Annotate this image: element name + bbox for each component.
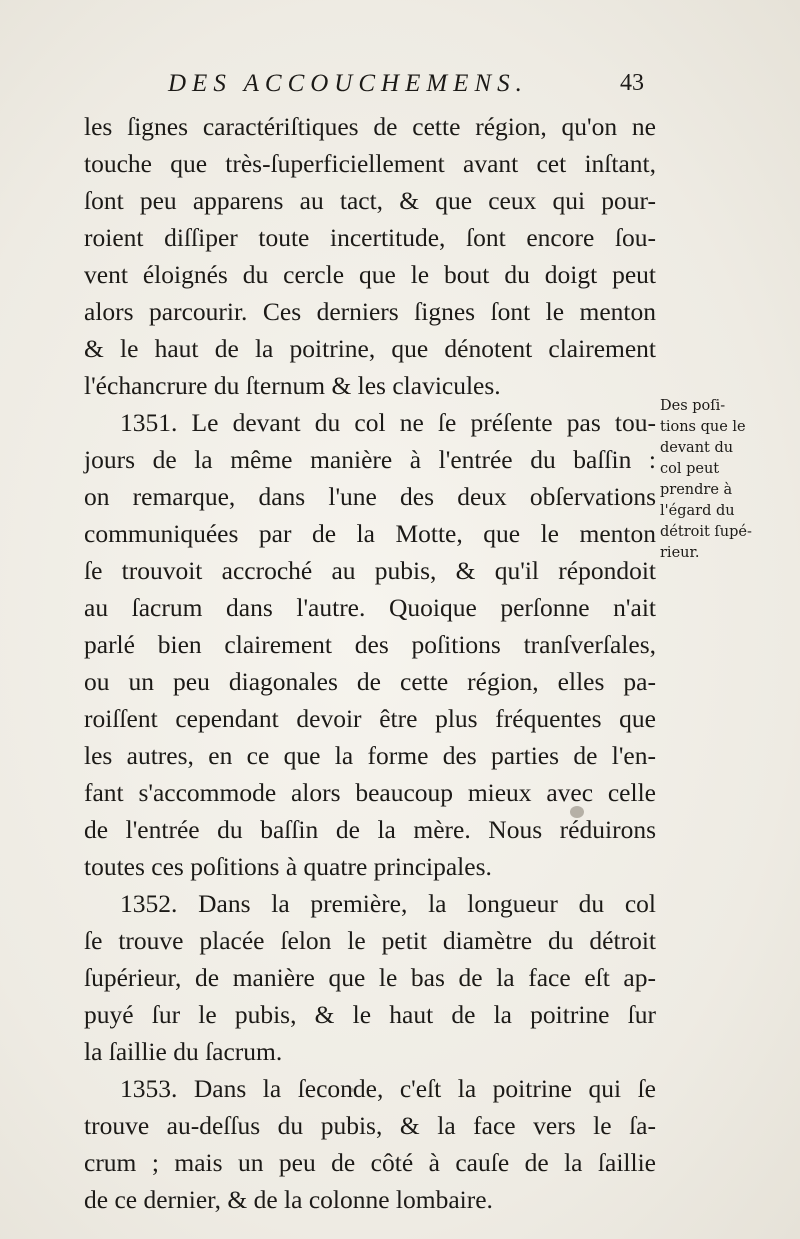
paragraph-1353-start: 1353. Dans la ſeconde, c'eſt la poitrine qui ſe — [120, 1074, 656, 1103]
margin-note-line: rieur. — [660, 545, 700, 561]
text-line: de l'entrée du baſſin de la mère. Nous réduirons — [84, 815, 656, 844]
text-line: fant s'accommode alors beaucoup mieux avec celle — [84, 778, 656, 807]
margin-note-line: l'égard du — [660, 503, 735, 519]
text-line: ſe trouvoit accroché au pubis, & qu'il répondoit — [84, 556, 656, 585]
text-line: touche que très-ſuperficiellement avant cet inſtant, — [84, 149, 656, 178]
text-line: & le haut de la poitrine, que dénotent clairement — [84, 334, 656, 363]
running-title: DES ACCOUCHEMENS. — [168, 70, 528, 97]
page-number: 43 — [620, 70, 644, 96]
text-line: crum ; mais un peu de côté à cauſe de la ſaillie — [84, 1148, 656, 1177]
text-line: ou un peu diagonales de cette région, elles pa- — [84, 667, 656, 696]
margin-note-line: prendre à — [660, 482, 733, 498]
ink-spot — [570, 806, 584, 818]
text-line: jours de la même manière à l'entrée du baſſin : — [84, 445, 656, 474]
text-line: alors parcourir. Ces derniers ſignes ſont le menton — [84, 297, 656, 326]
text-line: de ce dernier, & de la colonne lombaire. — [84, 1185, 493, 1214]
paragraph-1351-start: 1351. Le devant du col ne ſe préſente pas tou- — [120, 408, 656, 437]
ink-spot — [350, 1088, 354, 1092]
text-line: toutes ces poſitions à quatre principales. — [84, 852, 492, 881]
margin-note-line: tions que le — [660, 419, 746, 435]
margin-note-line: détroit ſupé- — [660, 524, 752, 540]
text-line: vent éloignés du cercle que le bout du doigt peut — [84, 260, 656, 289]
text-line: ſupérieur, de manière que le bas de la face eſt ap- — [84, 963, 656, 992]
text-line: l'échancrure du ſternum & les clavicules. — [84, 371, 501, 400]
text-line: au ſacrum dans l'autre. Quoique perſonne n'ait — [84, 593, 656, 622]
margin-note-line: col peut — [660, 461, 720, 477]
text-line: parlé bien clairement des poſitions tranſverſales, — [84, 630, 656, 659]
text-line: les autres, en ce que la forme des parties de l'en- — [84, 741, 656, 770]
main-text — [84, 108, 656, 1218]
text-line: les ſignes caractériſtiques de cette région, qu'on ne — [84, 112, 656, 141]
text-line: ſont peu apparens au tact, & que ceux qui pour- — [84, 186, 656, 215]
page-header — [168, 70, 648, 104]
text-line: la ſaillie du ſacrum. — [84, 1037, 283, 1066]
text-line: trouve au-deſſus du pubis, & la face vers le ſa- — [84, 1111, 656, 1140]
margin-note — [660, 396, 796, 564]
margin-note-line: devant du — [660, 440, 734, 456]
paragraph-1352-start: 1352. Dans la première, la longueur du col — [120, 889, 656, 918]
text-line: puyé ſur le pubis, & le haut de la poitrine ſur — [84, 1000, 656, 1029]
text-line: roient diſſiper toute incertitude, ſont encore ſou- — [84, 223, 656, 252]
margin-note-line: Des poſi- — [660, 398, 726, 414]
text-line: roiſſent cependant devoir être plus fréquentes que — [84, 704, 656, 733]
text-line: on remarque, dans l'une des deux obſervations — [84, 482, 656, 511]
text-line: communiquées par de la Motte, que le menton — [84, 519, 656, 548]
text-line: ſe trouve placée ſelon le petit diamètre du détroit — [84, 926, 656, 955]
